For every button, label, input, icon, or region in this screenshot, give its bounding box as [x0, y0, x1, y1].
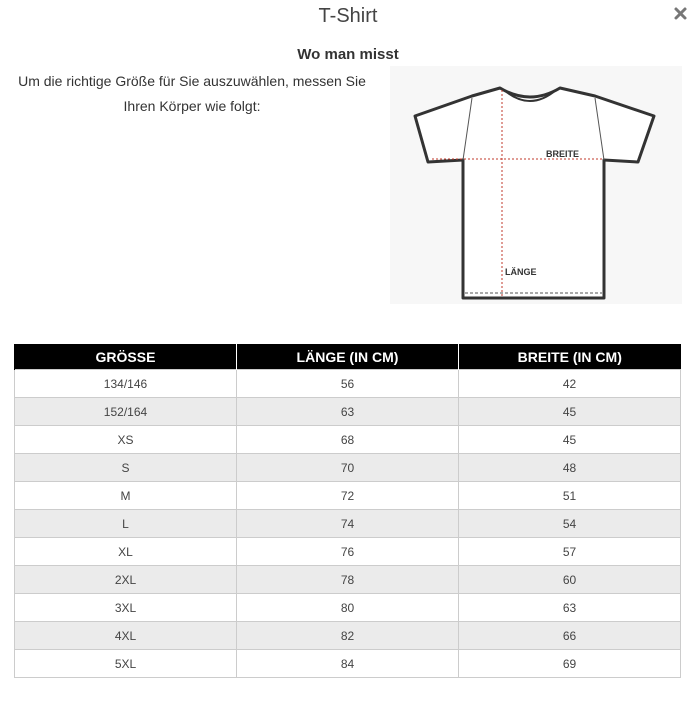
table-row: [15, 510, 681, 538]
size-cell: S: [15, 454, 237, 482]
length-cell: 76: [237, 538, 459, 566]
width-cell: 69: [459, 650, 681, 678]
close-icon: [670, 4, 690, 24]
size-cell: 5XL: [15, 650, 237, 678]
table-row: [15, 482, 681, 510]
size-cell: XL: [15, 538, 237, 566]
table-row: [15, 426, 681, 454]
size-cell: M: [15, 482, 237, 510]
length-cell: 80: [237, 594, 459, 622]
modal-title: T-Shirt: [318, 5, 378, 27]
width-cell: 60: [459, 566, 681, 594]
length-cell: 63: [237, 398, 459, 426]
size-cell: XS: [15, 426, 237, 454]
length-cell: 84: [237, 650, 459, 678]
width-cell: 45: [459, 398, 681, 426]
length-label: LÄNGE: [505, 267, 537, 277]
width-label: BREITE: [546, 149, 580, 159]
table-row: [15, 566, 681, 594]
table-row: [15, 650, 681, 678]
size-cell: 3XL: [15, 594, 237, 622]
width-cell: 63: [459, 594, 681, 622]
table-row: [15, 370, 681, 398]
tshirt-diagram-svg: [390, 66, 682, 304]
column-header-length: LÄNGE (IN CM): [237, 344, 459, 370]
length-cell: 70: [237, 454, 459, 482]
table-row: [15, 594, 681, 622]
length-cell: 72: [237, 482, 459, 510]
length-cell: 56: [237, 370, 459, 398]
size-cell: 2XL: [15, 566, 237, 594]
column-header-size: GRÖSSE: [15, 344, 237, 370]
column-header-width: BREITE (IN CM): [459, 344, 681, 370]
length-cell: 68: [237, 426, 459, 454]
width-cell: 45: [459, 426, 681, 454]
width-cell: 66: [459, 622, 681, 650]
table-row: [15, 622, 681, 650]
close-button[interactable]: [670, 4, 690, 24]
measuring-instructions: Um die richtige Größe für Sie auszuwählen, messen Sie Ihren Körper wie folgt:: [18, 73, 366, 114]
table-row: [15, 398, 681, 426]
table-header-row: [15, 344, 681, 370]
tshirt-measurement-diagram: [390, 66, 682, 304]
how-to-measure-heading: Wo man misst: [297, 46, 399, 63]
length-cell: 78: [237, 566, 459, 594]
length-cell: 82: [237, 622, 459, 650]
size-cell: L: [15, 510, 237, 538]
length-cell: 74: [237, 510, 459, 538]
width-cell: 57: [459, 538, 681, 566]
width-cell: 48: [459, 454, 681, 482]
size-cell: 152/164: [15, 398, 237, 426]
table-row: [15, 454, 681, 482]
size-chart-table: [14, 344, 681, 678]
width-cell: 42: [459, 370, 681, 398]
width-cell: 54: [459, 510, 681, 538]
width-cell: 51: [459, 482, 681, 510]
size-cell: 134/146: [15, 370, 237, 398]
table-row: [15, 538, 681, 566]
size-cell: 4XL: [15, 622, 237, 650]
